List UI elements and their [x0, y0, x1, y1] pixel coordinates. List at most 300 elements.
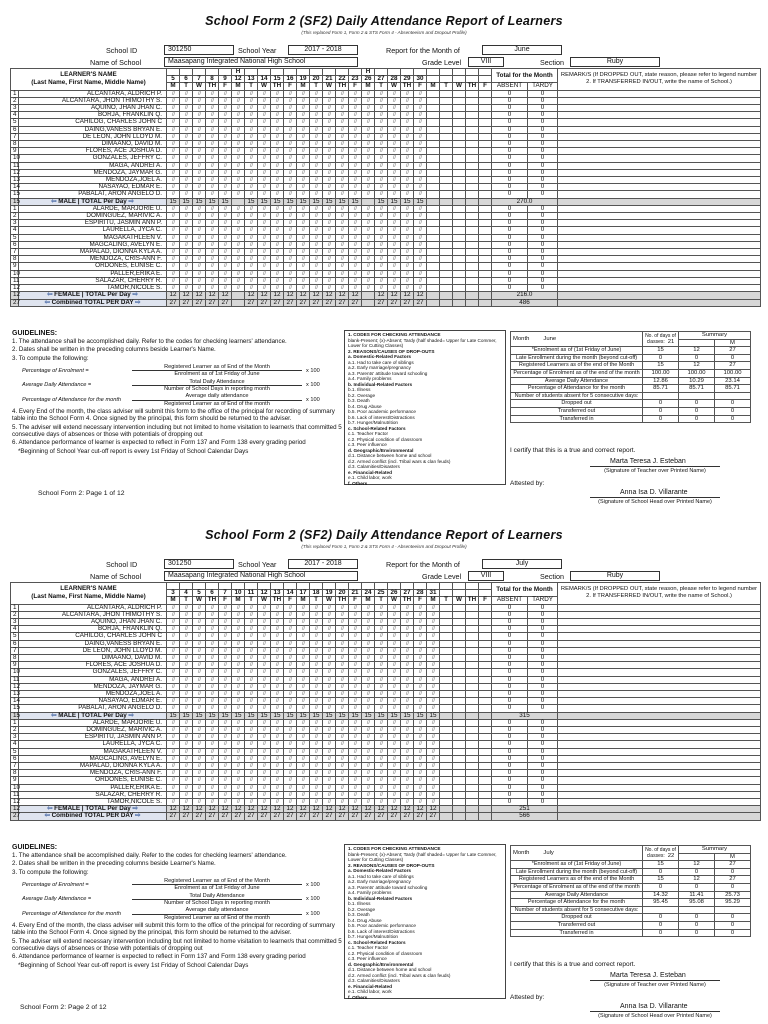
attendance-cell[interactable]: / / [388, 234, 401, 241]
attendance-cell[interactable]: / / [323, 705, 336, 712]
attendance-cell[interactable]: / / [297, 647, 310, 654]
attendance-cell[interactable]: / / [271, 277, 284, 284]
attendance-cell[interactable] [479, 177, 492, 184]
attendance-cell[interactable] [440, 633, 453, 640]
attendance-cell[interactable]: / / [414, 777, 427, 784]
attendance-cell[interactable]: / / [232, 241, 245, 248]
attendance-cell[interactable] [453, 647, 466, 654]
attendance-cell[interactable]: / / [180, 105, 193, 112]
attendance-cell[interactable] [453, 734, 466, 741]
attendance-cell[interactable] [453, 791, 466, 798]
attendance-cell[interactable]: / / [388, 205, 401, 212]
attendance-cell[interactable]: / / [167, 169, 180, 176]
attendance-cell[interactable] [427, 249, 440, 256]
attendance-cell[interactable]: / / [284, 270, 297, 277]
attendance-cell[interactable]: / / [401, 784, 414, 791]
attendance-cell[interactable] [427, 241, 440, 248]
attendance-cell[interactable]: / / [401, 719, 414, 726]
attendance-cell[interactable]: / / [375, 133, 388, 140]
attendance-cell[interactable]: / / [375, 705, 388, 712]
attendance-cell[interactable]: / / [349, 748, 362, 755]
attendance-cell[interactable] [479, 141, 492, 148]
attendance-cell[interactable]: / / [414, 112, 427, 119]
attendance-cell[interactable] [479, 241, 492, 248]
attendance-cell[interactable]: / / [388, 112, 401, 119]
attendance-cell[interactable]: / / [297, 763, 310, 770]
attendance-cell[interactable]: / / [219, 755, 232, 762]
attendance-cell[interactable]: / / [284, 119, 297, 126]
attendance-cell[interactable]: / / [271, 698, 284, 705]
attendance-cell[interactable] [466, 640, 479, 647]
attendance-cell[interactable]: / / [323, 112, 336, 119]
attendance-cell[interactable]: / / [297, 241, 310, 248]
attendance-cell[interactable]: / / [258, 177, 271, 184]
attendance-cell[interactable]: / / [232, 270, 245, 277]
attendance-cell[interactable] [466, 777, 479, 784]
attendance-cell[interactable]: / / [388, 611, 401, 618]
attendance-cell[interactable]: / / [388, 662, 401, 669]
attendance-cell[interactable]: / / [414, 249, 427, 256]
attendance-cell[interactable] [479, 691, 492, 698]
attendance-cell[interactable]: / / [349, 763, 362, 770]
attendance-cell[interactable]: / / [258, 133, 271, 140]
attendance-cell[interactable]: / / [271, 126, 284, 133]
attendance-cell[interactable]: / / [414, 191, 427, 198]
attendance-cell[interactable]: / / [310, 626, 323, 633]
attendance-cell[interactable]: / / [310, 249, 323, 256]
attendance-cell[interactable] [453, 169, 466, 176]
attendance-cell[interactable]: / / [180, 655, 193, 662]
attendance-cell[interactable]: / / [180, 763, 193, 770]
attendance-cell[interactable]: / / [245, 169, 258, 176]
attendance-cell[interactable]: / / [336, 640, 349, 647]
attendance-cell[interactable] [427, 148, 440, 155]
attendance-cell[interactable]: / / [323, 734, 336, 741]
attendance-cell[interactable]: / / [401, 141, 414, 148]
attendance-cell[interactable]: / / [271, 270, 284, 277]
attendance-cell[interactable]: / / [284, 619, 297, 626]
attendance-cell[interactable] [453, 133, 466, 140]
attendance-cell[interactable]: / / [193, 633, 206, 640]
attendance-cell[interactable]: / / [271, 234, 284, 241]
attendance-cell[interactable]: / / [323, 611, 336, 618]
attendance-cell[interactable]: / / [323, 619, 336, 626]
attendance-cell[interactable]: / / [401, 655, 414, 662]
remarks-cell[interactable] [558, 126, 761, 133]
attendance-cell[interactable]: / / [206, 177, 219, 184]
attendance-cell[interactable]: / / [245, 777, 258, 784]
attendance-cell[interactable] [479, 119, 492, 126]
attendance-cell[interactable]: / / [336, 791, 349, 798]
attendance-cell[interactable]: / / [167, 676, 180, 683]
attendance-cell[interactable]: / / [310, 213, 323, 220]
attendance-cell[interactable]: / / [206, 285, 219, 292]
attendance-cell[interactable]: / / [388, 734, 401, 741]
attendance-cell[interactable] [466, 619, 479, 626]
attendance-cell[interactable] [466, 184, 479, 191]
attendance-cell[interactable]: / / [193, 655, 206, 662]
remarks-cell[interactable] [558, 249, 761, 256]
attendance-cell[interactable]: / / [258, 148, 271, 155]
attendance-cell[interactable]: / / [271, 719, 284, 726]
attendance-cell[interactable] [466, 133, 479, 140]
attendance-cell[interactable]: / / [427, 755, 440, 762]
attendance-cell[interactable] [466, 698, 479, 705]
attendance-cell[interactable]: / / [297, 626, 310, 633]
attendance-cell[interactable]: / / [245, 698, 258, 705]
attendance-cell[interactable]: / / [284, 205, 297, 212]
attendance-cell[interactable]: / / [401, 112, 414, 119]
attendance-cell[interactable]: / / [271, 676, 284, 683]
attendance-cell[interactable]: / / [401, 791, 414, 798]
attendance-cell[interactable]: / / [271, 169, 284, 176]
remarks-cell[interactable] [558, 234, 761, 241]
attendance-cell[interactable] [479, 133, 492, 140]
attendance-cell[interactable]: / / [180, 141, 193, 148]
attendance-cell[interactable] [440, 727, 453, 734]
attendance-cell[interactable]: / / [297, 676, 310, 683]
attendance-cell[interactable] [466, 662, 479, 669]
attendance-cell[interactable]: / / [193, 683, 206, 690]
attendance-cell[interactable]: / / [258, 647, 271, 654]
attendance-cell[interactable]: / / [375, 748, 388, 755]
attendance-cell[interactable]: / / [349, 270, 362, 277]
attendance-cell[interactable]: / / [362, 676, 375, 683]
attendance-cell[interactable]: / / [193, 770, 206, 777]
attendance-cell[interactable] [466, 148, 479, 155]
attendance-cell[interactable] [453, 691, 466, 698]
attendance-cell[interactable]: / / [284, 647, 297, 654]
attendance-cell[interactable]: / / [388, 119, 401, 126]
attendance-cell[interactable]: / / [297, 105, 310, 112]
attendance-cell[interactable]: / / [336, 184, 349, 191]
attendance-cell[interactable] [479, 126, 492, 133]
attendance-cell[interactable]: / / [245, 748, 258, 755]
attendance-cell[interactable]: / / [258, 799, 271, 806]
attendance-cell[interactable]: / / [193, 133, 206, 140]
attendance-cell[interactable] [479, 770, 492, 777]
attendance-cell[interactable]: / / [401, 126, 414, 133]
attendance-cell[interactable]: / / [206, 184, 219, 191]
attendance-cell[interactable] [453, 162, 466, 169]
attendance-cell[interactable]: / / [414, 698, 427, 705]
attendance-cell[interactable]: / / [388, 719, 401, 726]
attendance-cell[interactable] [479, 763, 492, 770]
attendance-cell[interactable]: / / [232, 133, 245, 140]
attendance-cell[interactable] [466, 155, 479, 162]
attendance-cell[interactable]: / / [375, 647, 388, 654]
remarks-cell[interactable] [558, 220, 761, 227]
attendance-cell[interactable]: / / [310, 148, 323, 155]
attendance-cell[interactable]: / / [297, 213, 310, 220]
attendance-cell[interactable]: / / [180, 270, 193, 277]
attendance-cell[interactable]: / / [271, 727, 284, 734]
attendance-cell[interactable]: / / [414, 205, 427, 212]
remarks-cell[interactable] [558, 763, 761, 770]
attendance-cell[interactable] [453, 727, 466, 734]
attendance-cell[interactable] [453, 741, 466, 748]
attendance-cell[interactable] [466, 604, 479, 611]
attendance-cell[interactable]: / / [362, 633, 375, 640]
attendance-cell[interactable] [453, 748, 466, 755]
attendance-cell[interactable] [427, 119, 440, 126]
attendance-cell[interactable]: / / [284, 727, 297, 734]
attendance-cell[interactable]: / / [362, 647, 375, 654]
attendance-cell[interactable]: / / [414, 655, 427, 662]
attendance-cell[interactable]: / / [206, 626, 219, 633]
attendance-cell[interactable]: / / [375, 719, 388, 726]
attendance-cell[interactable]: / / [388, 126, 401, 133]
attendance-cell[interactable]: / / [323, 155, 336, 162]
attendance-cell[interactable]: / / [206, 213, 219, 220]
attendance-cell[interactable]: / / [206, 220, 219, 227]
attendance-cell[interactable]: / / [245, 755, 258, 762]
attendance-cell[interactable]: / / [310, 184, 323, 191]
attendance-cell[interactable]: / / [336, 799, 349, 806]
attendance-cell[interactable] [479, 263, 492, 270]
attendance-cell[interactable]: / / [297, 611, 310, 618]
attendance-cell[interactable]: / / [245, 213, 258, 220]
attendance-cell[interactable]: / / [271, 741, 284, 748]
attendance-cell[interactable]: / / [323, 184, 336, 191]
attendance-cell[interactable]: / / [427, 647, 440, 654]
attendance-cell[interactable]: / / [206, 277, 219, 284]
attendance-cell[interactable]: / / [206, 763, 219, 770]
attendance-cell[interactable] [427, 90, 440, 97]
attendance-cell[interactable] [479, 669, 492, 676]
attendance-cell[interactable] [453, 227, 466, 234]
attendance-cell[interactable]: / / [232, 719, 245, 726]
attendance-cell[interactable]: / / [362, 748, 375, 755]
attendance-cell[interactable]: / / [323, 626, 336, 633]
attendance-cell[interactable]: / / [245, 705, 258, 712]
attendance-cell[interactable]: / / [167, 669, 180, 676]
attendance-cell[interactable]: / / [323, 604, 336, 611]
attendance-cell[interactable]: / / [180, 669, 193, 676]
attendance-cell[interactable]: / / [258, 611, 271, 618]
attendance-cell[interactable]: / / [193, 698, 206, 705]
attendance-cell[interactable]: / / [336, 220, 349, 227]
attendance-cell[interactable]: / / [349, 220, 362, 227]
attendance-cell[interactable]: / / [375, 97, 388, 104]
remarks-cell[interactable] [558, 270, 761, 277]
attendance-cell[interactable]: / / [427, 633, 440, 640]
remarks-cell[interactable] [558, 691, 761, 698]
attendance-cell[interactable]: / / [258, 683, 271, 690]
attendance-cell[interactable]: / / [323, 162, 336, 169]
attendance-cell[interactable]: / / [375, 263, 388, 270]
attendance-cell[interactable] [440, 619, 453, 626]
attendance-cell[interactable] [479, 626, 492, 633]
attendance-cell[interactable]: / / [206, 741, 219, 748]
attendance-cell[interactable] [440, 669, 453, 676]
attendance-cell[interactable]: / / [414, 241, 427, 248]
remarks-cell[interactable] [558, 647, 761, 654]
attendance-cell[interactable]: / / [180, 633, 193, 640]
attendance-cell[interactable]: / / [219, 191, 232, 198]
attendance-cell[interactable]: / / [375, 184, 388, 191]
attendance-cell[interactable]: / / [232, 177, 245, 184]
attendance-cell[interactable]: / / [167, 619, 180, 626]
attendance-cell[interactable]: / / [271, 177, 284, 184]
attendance-cell[interactable] [427, 184, 440, 191]
attendance-cell[interactable]: / / [297, 277, 310, 284]
attendance-cell[interactable]: / / [349, 205, 362, 212]
attendance-cell[interactable]: / / [297, 734, 310, 741]
attendance-cell[interactable] [466, 105, 479, 112]
attendance-cell[interactable] [453, 611, 466, 618]
attendance-cell[interactable]: / / [414, 691, 427, 698]
attendance-cell[interactable]: / / [310, 126, 323, 133]
attendance-cell[interactable]: / / [232, 611, 245, 618]
attendance-cell[interactable]: / / [297, 799, 310, 806]
attendance-cell[interactable]: / / [323, 676, 336, 683]
attendance-cell[interactable]: / / [336, 141, 349, 148]
remarks-cell[interactable] [558, 141, 761, 148]
attendance-cell[interactable]: / / [349, 256, 362, 263]
attendance-cell[interactable]: / / [245, 105, 258, 112]
attendance-cell[interactable]: / / [414, 155, 427, 162]
attendance-cell[interactable]: / / [362, 270, 375, 277]
attendance-cell[interactable]: / / [323, 191, 336, 198]
remarks-cell[interactable] [558, 633, 761, 640]
attendance-cell[interactable]: / / [388, 270, 401, 277]
attendance-cell[interactable]: / / [414, 647, 427, 654]
attendance-cell[interactable]: / / [219, 169, 232, 176]
attendance-cell[interactable]: / / [349, 691, 362, 698]
attendance-cell[interactable]: / / [206, 791, 219, 798]
attendance-cell[interactable]: / / [206, 90, 219, 97]
attendance-cell[interactable]: / / [375, 249, 388, 256]
attendance-cell[interactable]: / / [206, 133, 219, 140]
attendance-cell[interactable] [440, 611, 453, 618]
attendance-cell[interactable]: / / [206, 719, 219, 726]
remarks-cell[interactable] [558, 162, 761, 169]
attendance-cell[interactable]: / / [310, 748, 323, 755]
attendance-cell[interactable]: / / [271, 263, 284, 270]
attendance-cell[interactable]: / / [193, 213, 206, 220]
attendance-cell[interactable]: / / [193, 263, 206, 270]
attendance-cell[interactable]: / / [349, 669, 362, 676]
attendance-cell[interactable]: / / [427, 770, 440, 777]
attendance-cell[interactable]: / / [180, 184, 193, 191]
attendance-cell[interactable]: / / [258, 604, 271, 611]
attendance-cell[interactable]: / / [245, 604, 258, 611]
attendance-cell[interactable]: / / [206, 784, 219, 791]
attendance-cell[interactable]: / / [271, 148, 284, 155]
attendance-cell[interactable]: / / [401, 220, 414, 227]
attendance-cell[interactable]: / / [362, 734, 375, 741]
attendance-cell[interactable] [466, 90, 479, 97]
attendance-cell[interactable]: / / [258, 734, 271, 741]
attendance-cell[interactable] [440, 683, 453, 690]
attendance-cell[interactable]: / / [284, 133, 297, 140]
attendance-cell[interactable] [466, 220, 479, 227]
attendance-cell[interactable]: / / [167, 227, 180, 234]
attendance-cell[interactable]: / / [375, 148, 388, 155]
attendance-cell[interactable]: / / [180, 741, 193, 748]
attendance-cell[interactable]: / / [427, 799, 440, 806]
attendance-cell[interactable]: / / [414, 263, 427, 270]
attendance-cell[interactable]: / / [271, 791, 284, 798]
attendance-cell[interactable] [440, 105, 453, 112]
attendance-cell[interactable]: / / [323, 227, 336, 234]
attendance-cell[interactable]: / / [167, 90, 180, 97]
attendance-cell[interactable] [466, 791, 479, 798]
attendance-cell[interactable] [466, 611, 479, 618]
attendance-cell[interactable] [453, 119, 466, 126]
attendance-cell[interactable]: / / [245, 133, 258, 140]
attendance-cell[interactable] [453, 683, 466, 690]
attendance-cell[interactable]: / / [271, 662, 284, 669]
attendance-cell[interactable]: / / [271, 155, 284, 162]
attendance-cell[interactable] [440, 691, 453, 698]
attendance-cell[interactable]: / / [219, 669, 232, 676]
attendance-cell[interactable]: / / [401, 626, 414, 633]
attendance-cell[interactable]: / / [375, 691, 388, 698]
attendance-cell[interactable]: / / [349, 148, 362, 155]
attendance-cell[interactable]: / / [245, 734, 258, 741]
attendance-cell[interactable] [440, 270, 453, 277]
attendance-cell[interactable]: / / [323, 698, 336, 705]
attendance-cell[interactable]: / / [388, 791, 401, 798]
attendance-cell[interactable] [427, 277, 440, 284]
attendance-cell[interactable] [440, 256, 453, 263]
attendance-cell[interactable]: / / [206, 112, 219, 119]
attendance-cell[interactable] [479, 741, 492, 748]
attendance-cell[interactable]: / / [336, 119, 349, 126]
remarks-cell[interactable] [558, 770, 761, 777]
attendance-cell[interactable]: / / [362, 611, 375, 618]
attendance-cell[interactable] [479, 191, 492, 198]
attendance-cell[interactable]: / / [401, 691, 414, 698]
attendance-cell[interactable]: / / [271, 285, 284, 292]
attendance-cell[interactable]: / / [284, 683, 297, 690]
attendance-cell[interactable]: / / [193, 227, 206, 234]
attendance-cell[interactable]: / / [284, 611, 297, 618]
attendance-cell[interactable]: / / [336, 741, 349, 748]
attendance-cell[interactable]: / / [362, 619, 375, 626]
attendance-cell[interactable]: / / [245, 227, 258, 234]
attendance-cell[interactable] [479, 220, 492, 227]
attendance-cell[interactable]: / / [271, 227, 284, 234]
attendance-cell[interactable] [479, 227, 492, 234]
attendance-cell[interactable]: / / [219, 647, 232, 654]
attendance-cell[interactable]: / / [401, 698, 414, 705]
attendance-cell[interactable]: / / [401, 169, 414, 176]
attendance-cell[interactable]: / / [167, 133, 180, 140]
attendance-cell[interactable]: / / [362, 755, 375, 762]
attendance-cell[interactable]: / / [401, 162, 414, 169]
attendance-cell[interactable]: / / [167, 784, 180, 791]
attendance-cell[interactable]: / / [232, 277, 245, 284]
attendance-cell[interactable]: / / [323, 727, 336, 734]
attendance-cell[interactable]: / / [362, 604, 375, 611]
attendance-cell[interactable] [453, 285, 466, 292]
attendance-cell[interactable]: / / [284, 155, 297, 162]
attendance-cell[interactable]: / / [193, 741, 206, 748]
attendance-cell[interactable]: / / [362, 705, 375, 712]
attendance-cell[interactable]: / / [258, 277, 271, 284]
attendance-cell[interactable]: / / [310, 256, 323, 263]
attendance-cell[interactable]: / / [245, 155, 258, 162]
attendance-cell[interactable]: / / [427, 763, 440, 770]
attendance-cell[interactable]: / / [258, 213, 271, 220]
attendance-cell[interactable]: / / [180, 133, 193, 140]
attendance-cell[interactable]: / / [310, 162, 323, 169]
attendance-cell[interactable]: / / [180, 263, 193, 270]
attendance-cell[interactable] [440, 604, 453, 611]
